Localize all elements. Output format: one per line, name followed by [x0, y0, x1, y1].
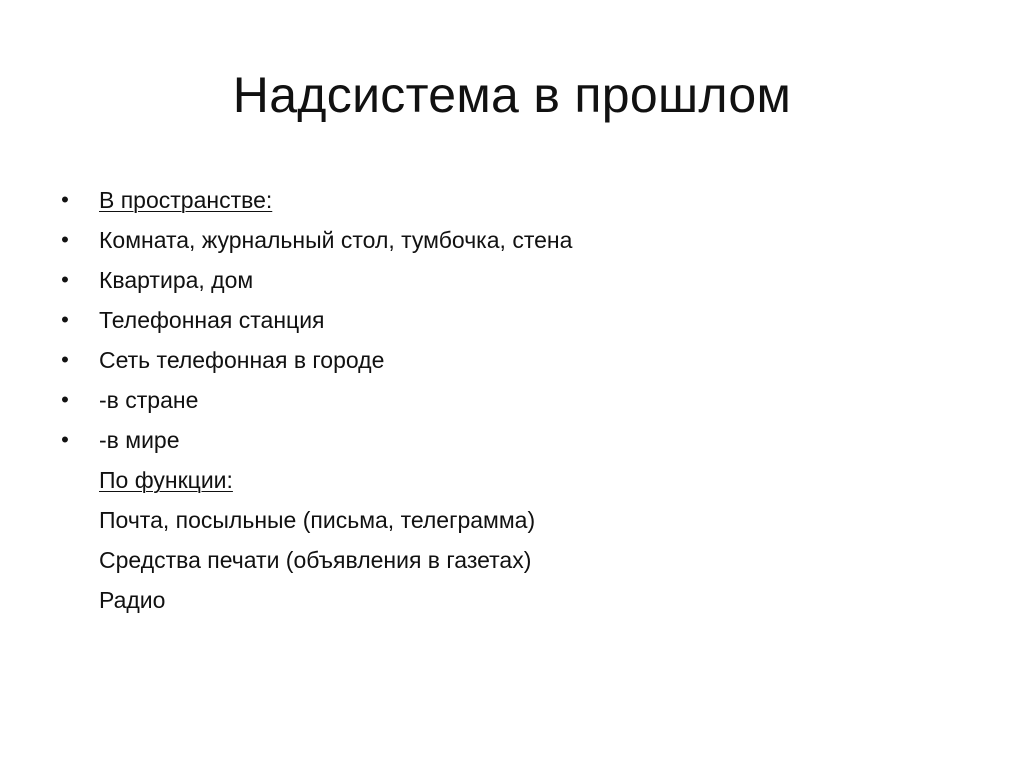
list-item [0, 380, 1024, 420]
bullet-icon: • [61, 387, 69, 412]
list-item-text: Квартира, дом [99, 267, 254, 293]
list-item [0, 580, 1024, 620]
list-item [0, 180, 1024, 220]
slide-title: Надсистема в прошлом [232, 67, 792, 123]
list-item-text: -в мире [99, 427, 180, 453]
list-item-text: Телефонная станция [99, 307, 325, 333]
list-item [0, 260, 1024, 300]
bullet-icon: • [61, 307, 69, 332]
list-item-text: По функции: [99, 467, 233, 493]
list-item-text: Сеть телефонная в городе [99, 347, 385, 373]
list-item-text: В пространстве: [99, 187, 273, 213]
bullet-icon: • [61, 347, 69, 372]
list-item-text: Почта, посыльные (письма, телеграмма) [99, 507, 536, 533]
bullet-icon: • [61, 267, 69, 292]
list-item-text: Комната, журнальный стол, тумбочка, стена [99, 227, 573, 253]
list-item-text: -в стране [99, 387, 199, 413]
list-item-text: Радио [99, 587, 166, 613]
list-item [0, 460, 1024, 500]
list-item [0, 540, 1024, 580]
list-item [0, 220, 1024, 260]
list-item [0, 340, 1024, 380]
list-item-text: Средства печати (объявления в газетах) [99, 547, 532, 573]
list-item [0, 420, 1024, 460]
list-item [0, 500, 1024, 540]
bullet-icon: • [61, 227, 69, 252]
bullet-list [0, 180, 1024, 620]
bullet-icon: • [61, 427, 69, 452]
bullet-icon: • [61, 187, 69, 212]
list-item [0, 300, 1024, 340]
